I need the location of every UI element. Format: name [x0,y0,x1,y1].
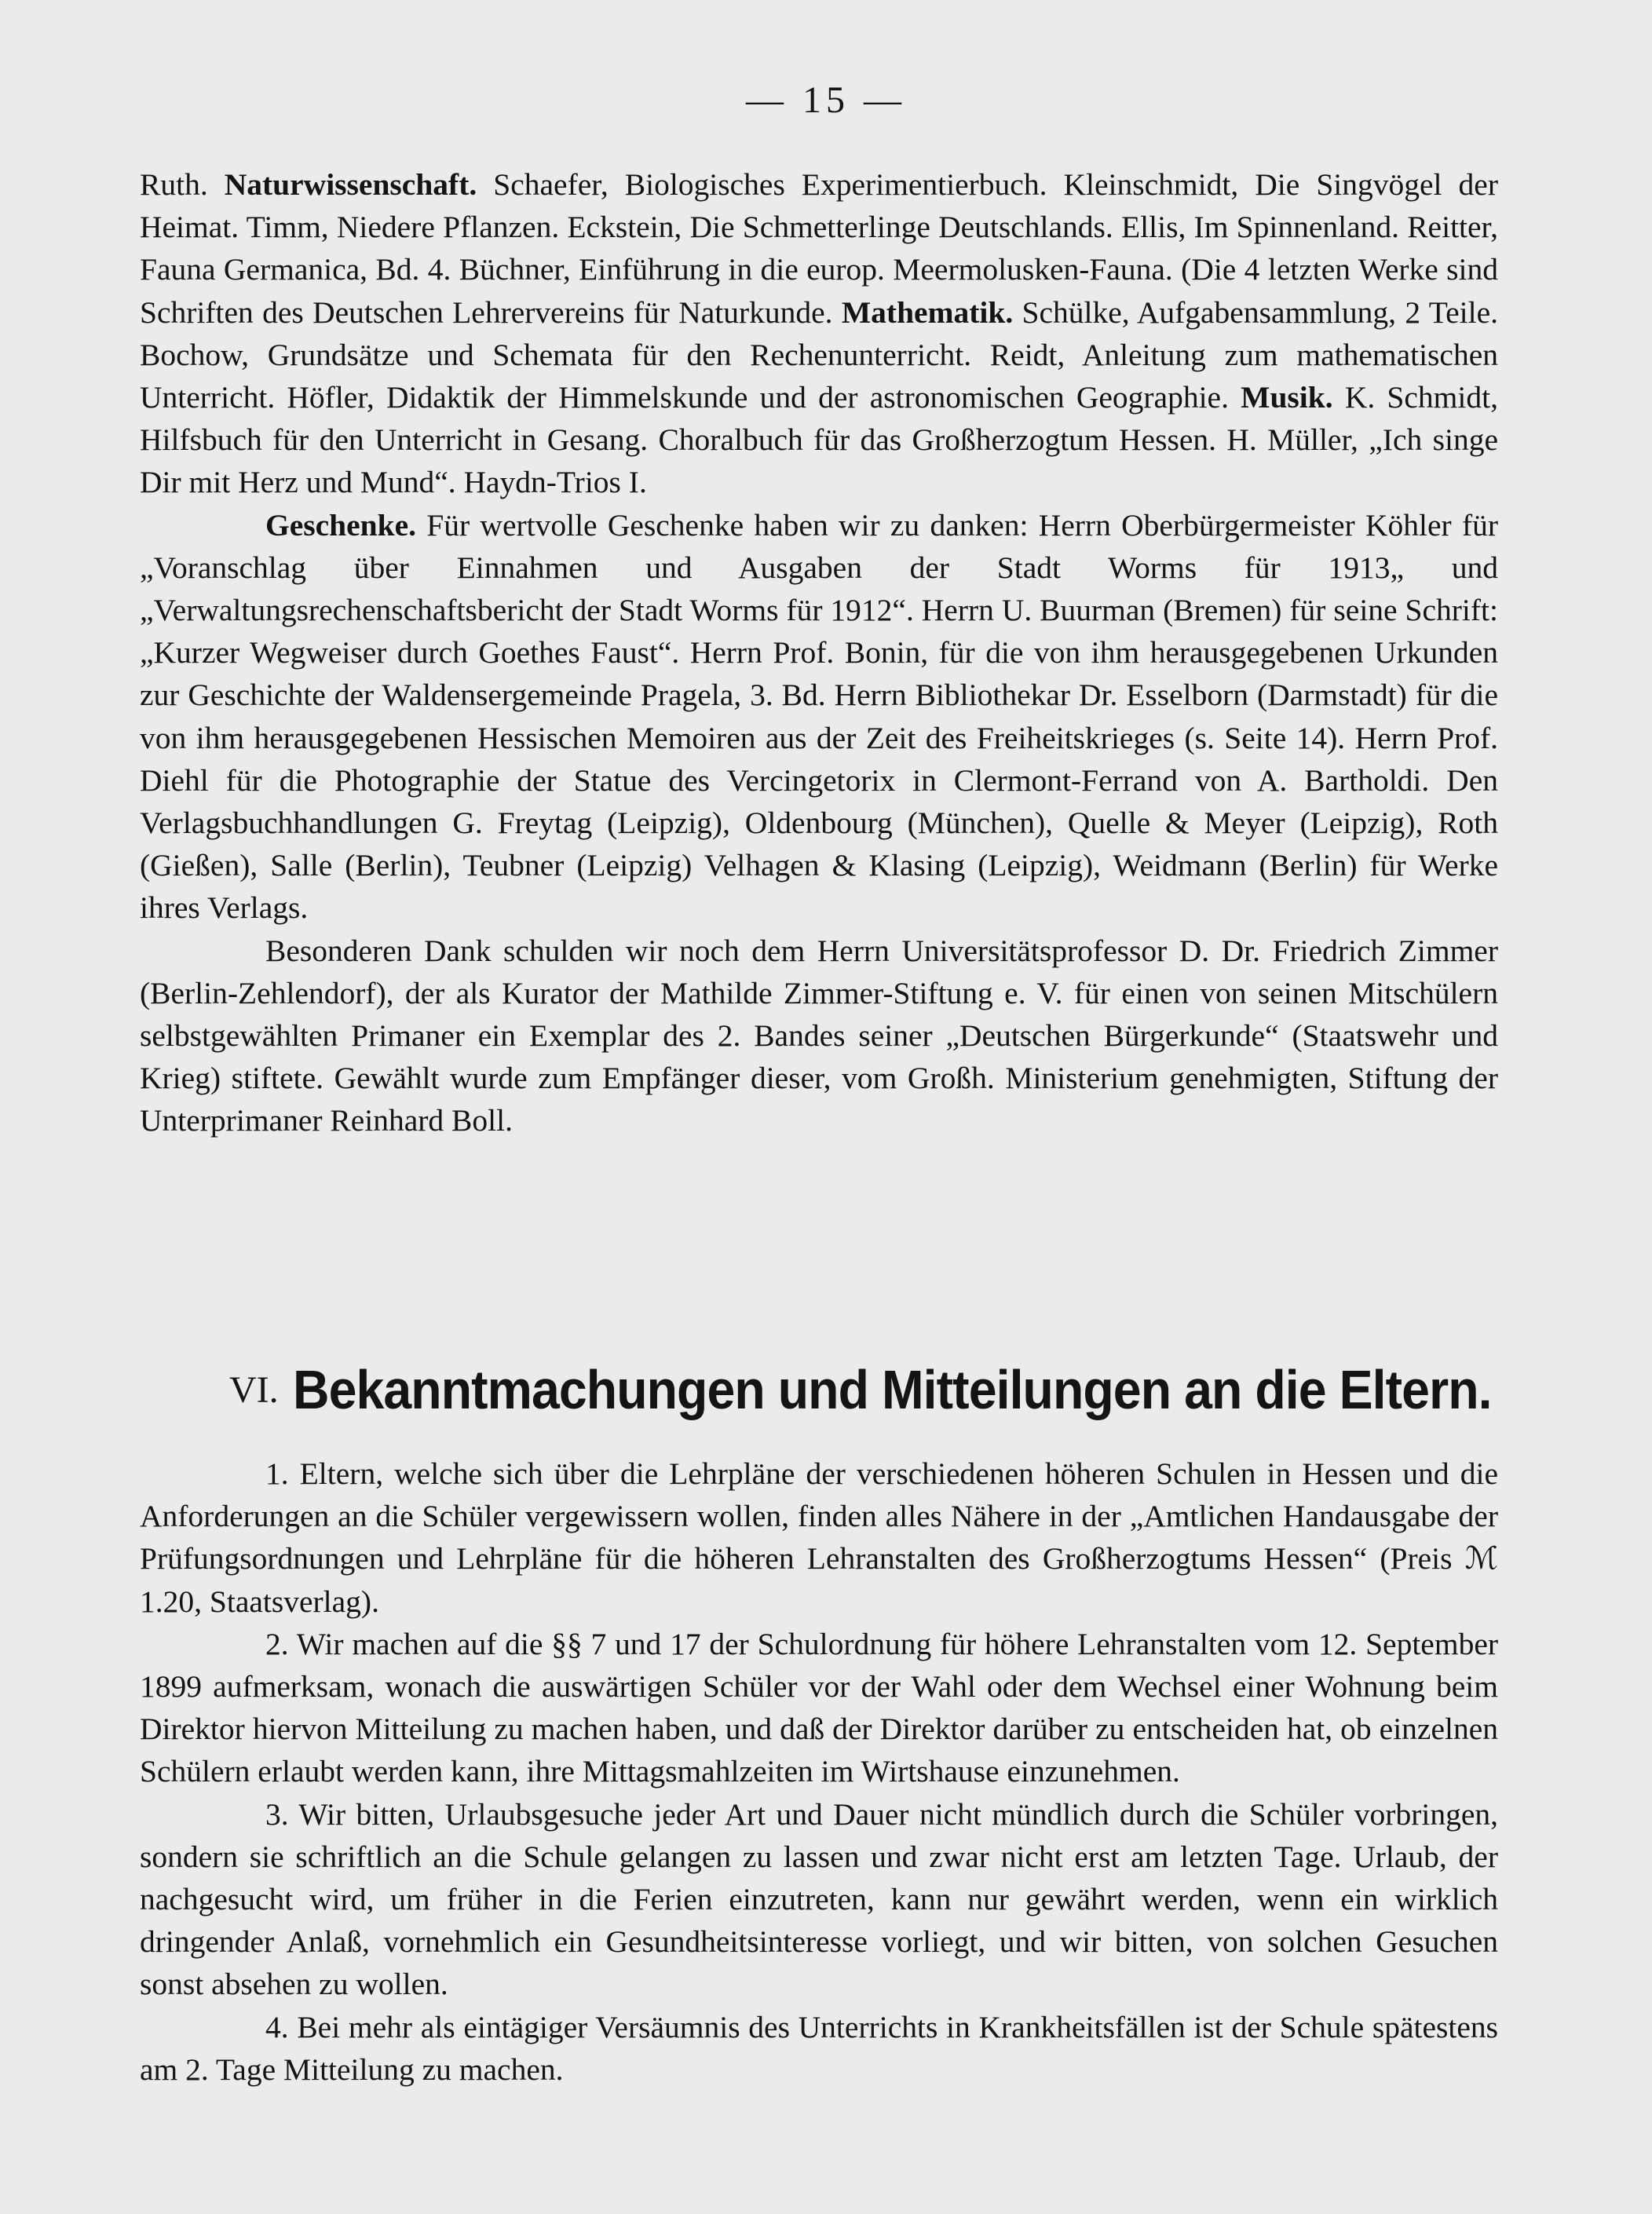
text-run: Ruth. [140,167,225,202]
subheading-mathematik: Mathematik. [841,294,1014,330]
page-number: — 15 — [746,79,906,121]
foundation-paragraph: Besonderen Dank schulden wir noch dem Herrn Universitätsprofessor D. Dr. Friedrich Zimmer (Berlin-Zehlendorf), der als Kurator der Mathilde Zimmer-Stiftung e. V. für einen von seinen Mitschülern selbstgewählten Primaner ein Exemplar des 2. Bandes seiner „Deutschen Bürgerkunde“ (Staatswehr und Krieg) stiftete. Gewählt wurde zum Empfänger dieser, vom Großh. Ministerium genehmigten, Stiftung der Unterprimaner Reinhard Boll. [140,933,1498,1138]
acquisitions-and-gifts-section [140,163,1498,1142]
notices-list [140,1452,1498,2091]
section-title: Bekanntmachungen und Mitteilungen an die Eltern. [293,1359,1492,1420]
notice-item: 1. Eltern, welche sich über die Lehrpläne der verschiedenen höheren Schulen in Hessen und die Anforderungen an die Schüler vergewissern wollen, finden alles Nähere in der „Amtlichen Handausgabe der Prüfungsordnungen und Lehrpläne für die höheren Lehranstalten des Großherzogtums Hessen“ (Preis ℳ 1.20, Staatsverlag). [140,1456,1498,1619]
text-run: Schaefer, Biologisches Experimentierbuch. Kleinschmidt, Die Singvögel der Heimat. Timm, Niedere Pflanzen. Eckstein, Die Schmetterlinge Deutschlands. Ellis, Im Spinnenland. Reitter, Fauna Germanica, Bd. 4. Büchner, Einführung in die europ. Meermolusken-Fauna. (Die 4 letzten Werke sind Schriften des Deutschen Lehrervereins für Naturkunde. [140,167,1498,330]
subheading-naturwissenschaft: Naturwissenschaft. [224,167,477,202]
notice-item: 3. Wir bitten, Urlaubsgesuche jeder Art und Dauer nicht mündlich durch die Schüler vorbringen, sondern sie schriftlich an die Schule gelangen zu lassen und zwar nicht erst am letzten Tage. Urlaub, der nachgesucht wird, um früher in die Ferien einzutreten, kann nur gewährt werden, wenn ein wirklich dringender Anlaß, vornehmlich ein Gesundheitsinteresse vorliegt, und wir bitten, von solchen Gesuchen sonst absehen zu wollen. [140,1796,1498,2002]
gifts-paragraph [140,504,1498,930]
subheading-musik: Musik. [1241,380,1333,415]
notice-item: 2. Wir machen auf die §§ 7 und 17 der Schulordnung für höhere Lehranstalten vom 12. September 1899 aufmerksam, wonach die auswärtigen Schüler vor der Wahl oder dem Wechsel einer Wohnung beim Direktor hiervon Mitteilung zu machen haben, und daß der Direktor darüber zu entscheiden hat, ob einzelnen Schülern erlaubt werden kann, ihre Mittagsmahlzeiten im Wirtshause einzunehmen. [140,1626,1498,1789]
section-heading [229,1358,1564,1421]
text-run: Schülke, Aufgabensammlung, 2 Teile. Bochow, Grundsätze und Schemata für den Rechenunterricht. Reidt, Anleitung zum mathematischen Unterricht. Höfler, Didaktik der Himmelskunde und der astronomischen Geographie. [140,294,1498,415]
acquisitions-paragraph [140,163,1498,504]
text-run: Für wertvolle Geschenke haben wir zu danken: Herrn Oberbürgermeister Köhler für „Voranschlag über Einnahmen und Ausgaben der Stadt Worms für 1913„ und „Verwaltungsrechenschaftsbericht der Stadt Worms für 1912“. Herrn U. Buurman (Bremen) für seine Schrift: „Kurzer Wegweiser durch Goethes Faust“. Herrn Prof. Bonin, für die von ihm herausgegebenen Urkunden zur Geschichte der Waldensergemeinde Pragela, 3. Bd. Herrn Bibliothekar Dr. Esselborn (Darmstadt) für die von ihm herausgegebenen Hessischen Memoiren aus der Zeit des Freiheitskrieges (s. Seite 14). Herrn Prof. Diehl für die Photographie der Statue des Vercingetorix in Clermont-Ferrand von A. Bartholdi. Den Verlagsbuchhandlungen G. Freytag (Leipzig), Oldenbourg (München), Quelle & Meyer (Leipzig), Roth (Gießen), Salle (Berlin), Teubner (Leipzig) Velhagen & Klasing (Leipzig), Weidmann (Berlin) für Werke ihres Verlags. [140,507,1498,926]
section-number: VI. [229,1368,279,1411]
text-run: K. Schmidt, Hilfsbuch für den Unterricht in Gesang. Choralbuch für das Großherzogtum Hessen. H. Müller, „Ich singe Dir mit Herz und Mund“. Haydn-Trios I. [140,380,1498,500]
subheading-geschenke: Geschenke. [265,507,417,543]
notice-item: 4. Bei mehr als eintägiger Versäumnis des Unterrichts in Krankheitsfällen ist der Schule spätestens am 2. Tage Mitteilung zu machen. [140,2009,1498,2087]
